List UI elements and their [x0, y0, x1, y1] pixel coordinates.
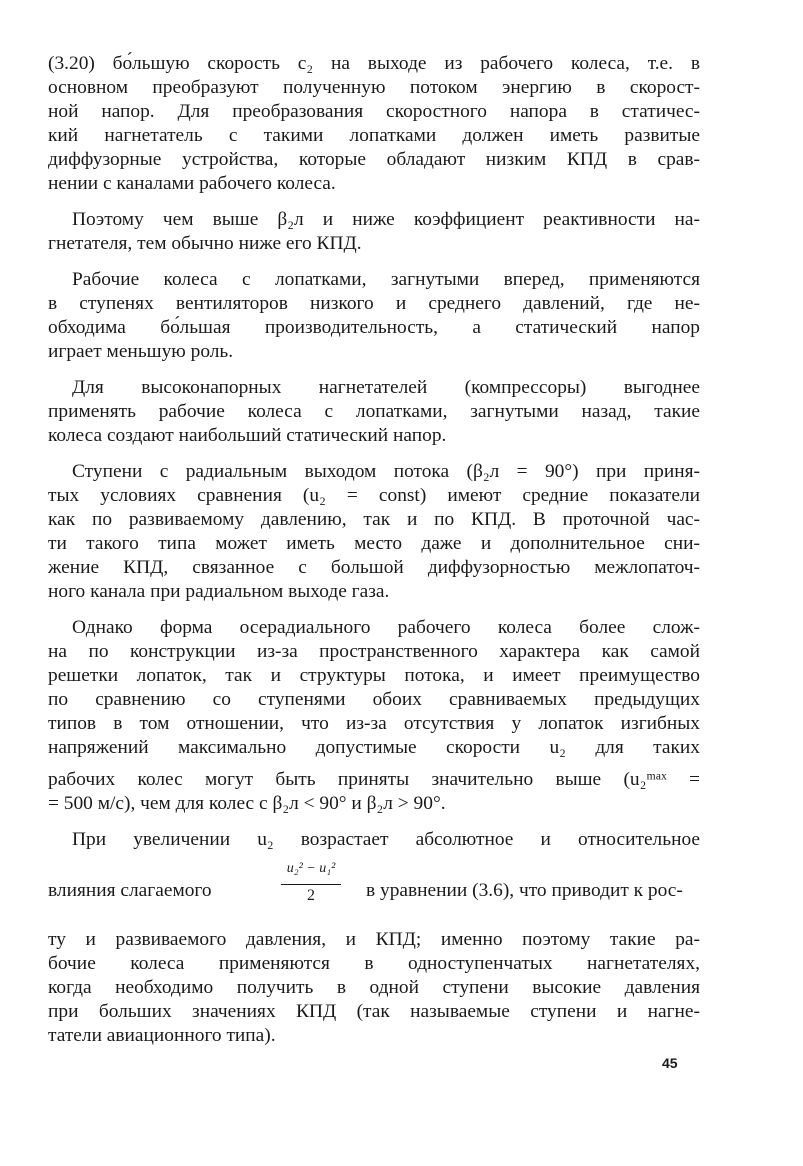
paragraph-7 — [48, 828, 700, 852]
text-line: диффузорные устройства, которые обладают низким КПД в срав- — [48, 149, 700, 170]
text-line: жение КПД, связанное с большой диффузорностью межлопаточ- — [48, 557, 700, 578]
paragraph-2 — [48, 208, 700, 256]
text-line: напряжений максимально допустимые скорости u₂ для таких — [48, 737, 700, 758]
fraction-numerator: u₂² − u₁² — [286, 861, 336, 876]
text-line: (3.20) бо́льшую скорость c₂ на выходе из рабочего колеса, т.е. в — [48, 53, 700, 74]
text-line: Рабочие колеса с лопатками, загнутыми вперед, применяются — [72, 269, 700, 290]
text-line: тых условиях сравнения (u₂ = const) имеют средние показатели — [48, 485, 700, 506]
formula-line — [48, 856, 700, 920]
text-line: бочие колеса применяются в одноступенчатых нагнетателях, — [48, 953, 700, 974]
text-line: = 500 м/с), чем для колес с β₂л < 90° и β₂л > 90°. — [48, 793, 446, 814]
text-line: При увеличении u₂ возрастает абсолютное и относительное — [72, 829, 700, 850]
paragraph-8 — [48, 928, 700, 1048]
text-line: при больших значениях КПД (так называемые ступени и нагне- — [48, 1001, 700, 1022]
paragraph-1 — [48, 52, 700, 196]
text-line: колеса создают наибольший статический напор. — [48, 425, 447, 446]
text-line: основном преобразуют полученную потоком энергию в скорост- — [48, 77, 700, 98]
text-line: по сравнению со ступенями обоих сравниваемых предыдущих — [48, 689, 700, 710]
text-line: играет меньшую роль. — [48, 341, 234, 362]
formula-lead-text: влияния слагаемого — [48, 880, 212, 901]
text-line: Для высоконапорных нагнетателей (компрессоры) выгоднее — [72, 377, 700, 398]
text-line: как по развиваемому давлению, так и по КПД. В проточной час- — [48, 509, 700, 530]
paragraph-4 — [48, 376, 700, 448]
fraction — [261, 858, 361, 907]
text-line: гнетателя, тем обычно ниже его КПД. — [48, 233, 362, 254]
text-line: татели авиационного типа). — [48, 1025, 276, 1046]
fraction-denominator: 2 — [307, 887, 315, 904]
text-line: Поэтому чем выше β₂л и ниже коэффициент реактивности на- — [72, 209, 700, 230]
formula-trail-text: в уравнении (3.6), что приводит к рос- — [366, 880, 683, 901]
text-line: ной напор. Для преобразования скоростного напора в статичес- — [48, 101, 700, 122]
text-line: ного канала при радиальном выходе газа. — [48, 581, 390, 602]
text-line: решетки лопаток, так и структуры потока, и имеет преимущество — [48, 665, 700, 686]
text-line: кий нагнетатель с такими лопатками должен иметь развитые — [48, 125, 700, 146]
text-line: Однако форма осерадиального рабочего колеса более слож- — [72, 617, 700, 638]
text-line: обходима бо́льшая производительность, а статический напор — [48, 317, 700, 338]
text-line: ту и развиваемого давления, и КПД; именно поэтому такие ра- — [48, 929, 700, 950]
text-line: на по конструкции из-за пространственного характера как самой — [48, 641, 700, 662]
text-line: ти такого типа может иметь место даже и дополнительное сни- — [48, 533, 700, 554]
paragraph-3 — [48, 268, 700, 364]
page-number: 45 — [662, 1055, 678, 1071]
page-body — [48, 52, 700, 1048]
text-line: типов в том отношении, что из-за отсутствия у лопаток изгибных — [48, 713, 700, 734]
paragraph-6 — [48, 616, 700, 816]
text-line: Ступени с радиальным выходом потока (β₂л = 90°) при приня- — [72, 461, 700, 482]
text-line: рабочих колес могут быть приняты значительно выше (u₂ᵐᵃˣ = — [48, 769, 700, 790]
text-line: применять рабочие колеса с лопатками, загнутыми назад, такие — [48, 401, 700, 422]
text-line: нении с каналами рабочего колеса. — [48, 173, 336, 194]
paragraph-5 — [48, 460, 700, 604]
text-line: в ступенях вентиляторов низкого и среднего давлений, где не- — [48, 293, 700, 314]
text-line: когда необходимо получить в одной ступени высокие давления — [48, 977, 700, 998]
